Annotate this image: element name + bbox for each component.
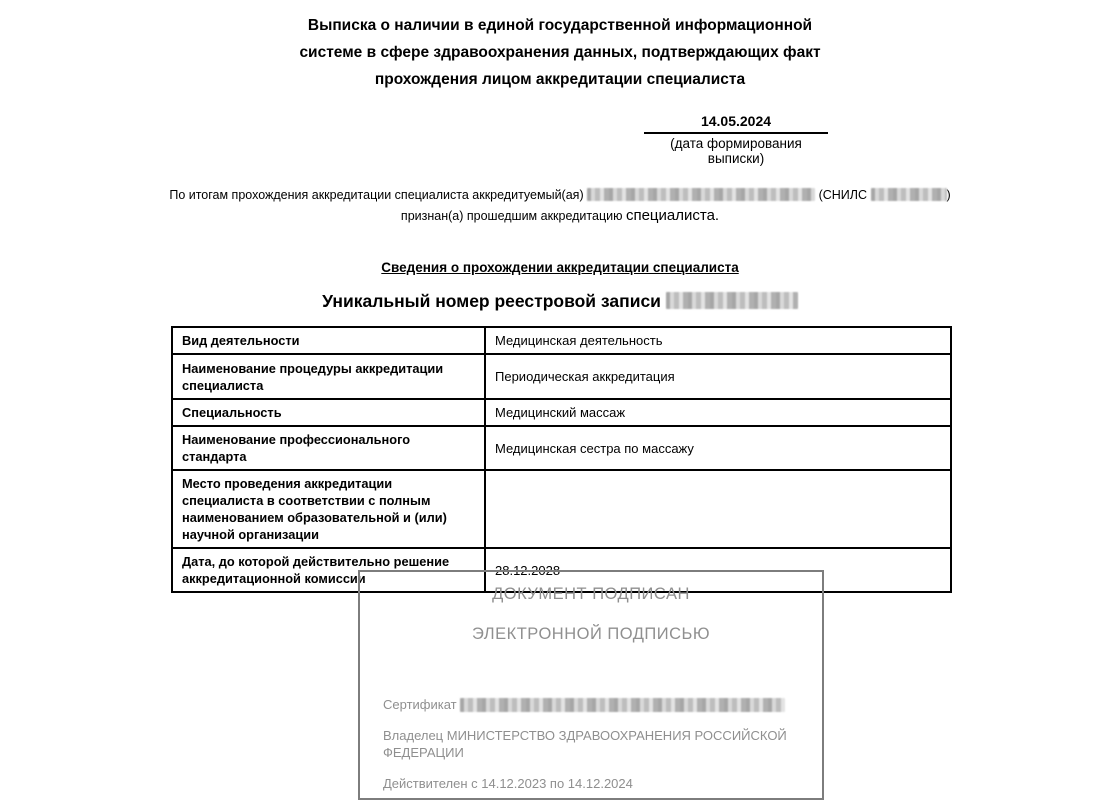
signature-body [383, 696, 802, 792]
document-title-line-3: прохождения лицом аккредитации специалиста [374, 71, 746, 88]
accreditation-table [171, 326, 952, 593]
signature-validity: Действителен с 14.12.2023 по 14.12.2024 [383, 776, 633, 791]
table-row [172, 426, 951, 470]
electronic-signature-stamp [358, 570, 824, 800]
table-row-label: Вид деятельности [172, 327, 485, 354]
redacted-certificate-number [460, 698, 785, 712]
intro-line-1 [0, 187, 1120, 203]
document-title [0, 12, 1120, 93]
redacted-person-name [587, 188, 815, 201]
document-title-line-1: Выписка о наличии в единой государственной информационной [307, 17, 813, 34]
table-row-value: Медицинский массаж [485, 399, 951, 426]
signature-title-line-2: ЭЛЕКТРОННОЙ ПОДПИСЬЮ [471, 625, 711, 643]
certificate-label: Сертификат [383, 697, 457, 712]
intro-snils-open: (СНИЛС [818, 188, 868, 202]
issue-date: 14.05.2024 [644, 113, 828, 134]
signature-certificate-row [383, 696, 802, 713]
intro-line-2 [0, 208, 1120, 224]
table-row [172, 399, 951, 426]
redacted-registry-number [666, 292, 798, 309]
registry-number-label: Уникальный номер реестровой записи [322, 291, 661, 311]
table-row-label: Специальность [172, 399, 485, 426]
issue-date-caption: (дата формирования выписки) [670, 136, 802, 166]
registry-number-line [0, 291, 1120, 312]
table-row-value: Периодическая аккредитация [485, 354, 951, 399]
signature-owner: Владелец МИНИСТЕРСТВО ЗДРАВООХРАНЕНИЯ РОССИЙСКОЙ ФЕДЕРАЦИИ [383, 728, 787, 760]
redacted-snils-number [871, 188, 947, 201]
table-row [172, 354, 951, 399]
intro-specialist-word: специалиста. [625, 207, 720, 224]
signature-title-line-1: ДОКУМЕНТ ПОДПИСАН [492, 585, 690, 603]
intro-paragraph [0, 187, 1120, 224]
table-row [172, 327, 951, 354]
table-row-value: Медицинская деятельность [485, 327, 951, 354]
table-row-value [485, 470, 951, 548]
document-page [0, 12, 1120, 804]
intro-text-part2: признан(а) прошедшим аккредитацию [400, 209, 623, 223]
issue-date-block [644, 113, 828, 166]
table-row-label: Наименование процедуры аккредитации специалиста [172, 354, 485, 399]
table-row-label: Дата, до которой действительно решение аккредитационной комиссии [172, 548, 485, 592]
intro-snils-close: ) [946, 188, 951, 202]
table-row-value: Медицинская сестра по массажу [485, 426, 951, 470]
table-row-label: Наименование профессионального стандарта [172, 426, 485, 470]
document-title-line-2: системе в сфере здравоохранения данных, подтверждающих факт [299, 44, 821, 61]
table-row-label: Место проведения аккредитации специалиста в соответствии с полным наименованием образовательной и (или) научной организации [172, 470, 485, 548]
intro-text-part1: По итогам прохождения аккредитации специалиста аккредитуемый(ая) [169, 188, 584, 202]
table-row [172, 470, 951, 548]
section-heading: Сведения о прохождении аккредитации специалиста [381, 260, 739, 275]
table-row-value: 28.12.2028 [485, 548, 951, 592]
